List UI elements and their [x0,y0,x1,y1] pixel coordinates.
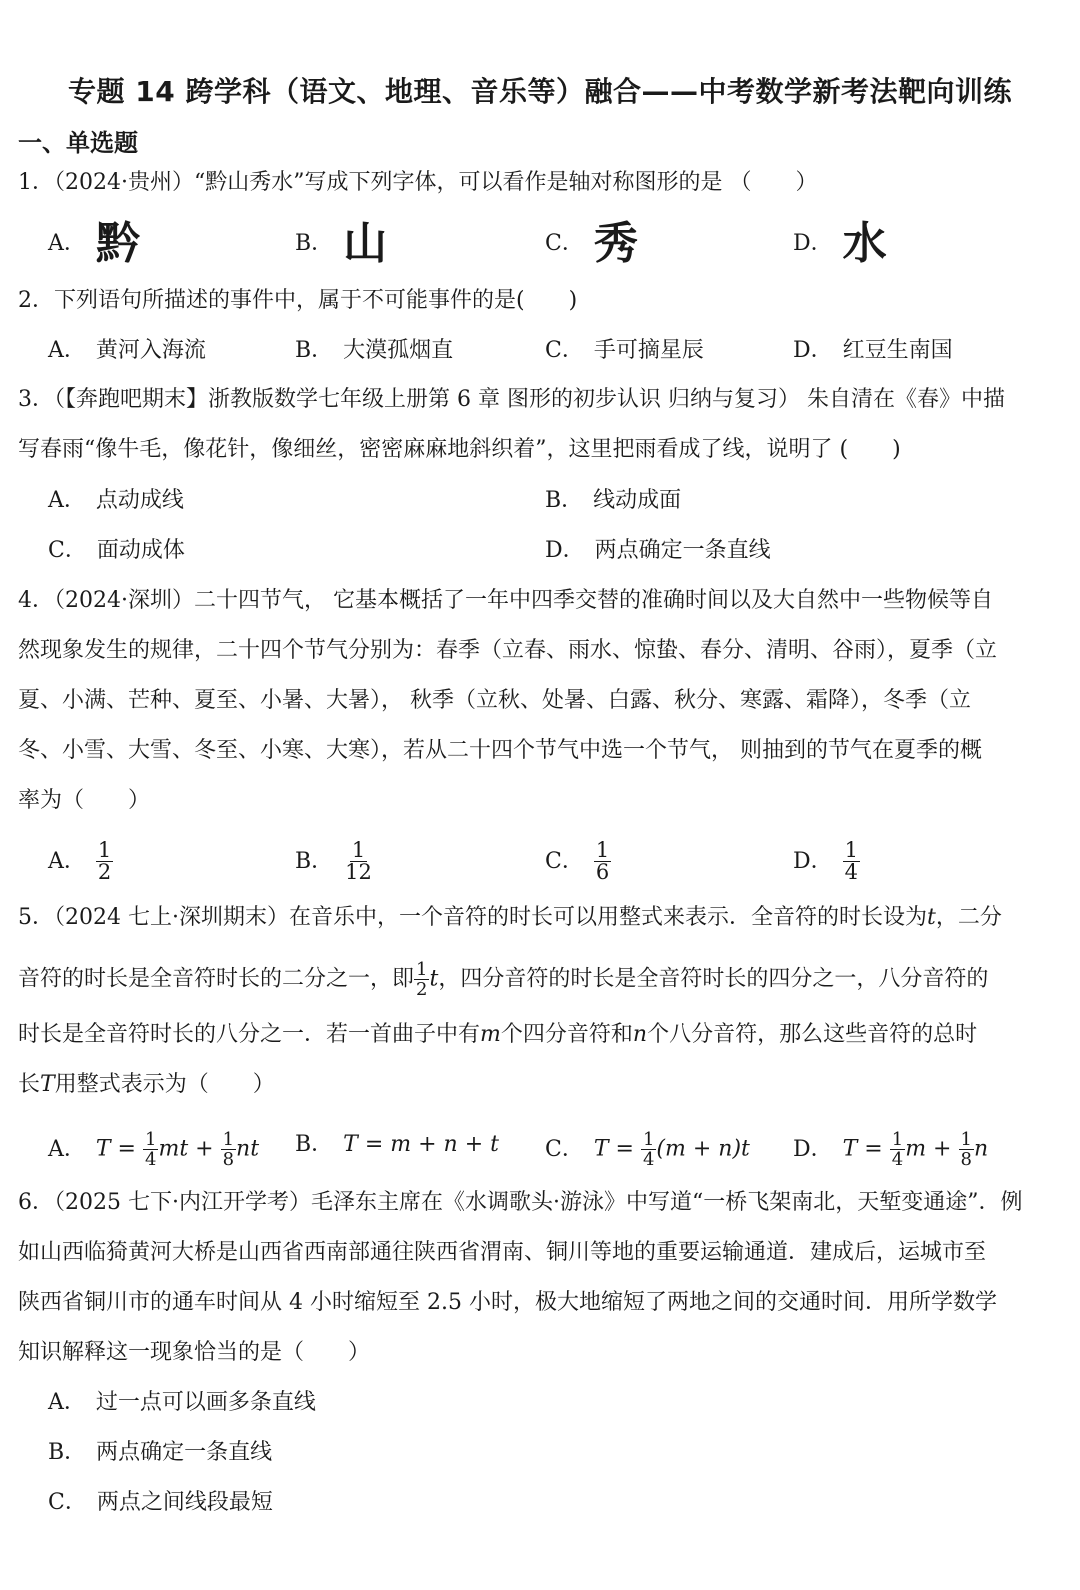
q4-stem-line-5: 率为（ ） [18,788,151,813]
q3-option-c[interactable]: C． 面动成体 [48,538,185,563]
q6-option-c[interactable]: C． 两点之间线段最短 [48,1490,273,1515]
q5-stem-line-1: 5．（2024 七上·深圳期末）在音乐中，一个音符的时长可以用整式来表示．全音符的时长设为t，二分 [18,905,1002,930]
q5-stem-line-2: 音符的时长是全音符时长的二分之一，即 $\frac{1}{2}$ t，四分音符的时长是全音符时长的四分之一，八分音符的 [18,959,989,1000]
glyph-shui: 水 [842,218,885,269]
q3-option-a[interactable]: A． 点动成线 [48,488,184,513]
q1-option-a[interactable]: A． 黔 [48,218,138,269]
q1-option-b[interactable]: B． 山 [295,218,386,269]
fraction: $\frac{1}{4}$ [844,838,859,884]
fraction: $\frac{1}{2}$ [97,838,112,884]
q2-option-c[interactable]: C． 手可摘星辰 [545,338,704,363]
q3-option-b[interactable]: B． 线动成面 [545,488,682,513]
section-heading: 一、单选题 [18,129,138,157]
q6-option-a[interactable]: A． 过一点可以画多条直线 [48,1390,316,1415]
q3-stem-line-1: 3．（【奔跑吧期末】浙教版数学七年级上册第 6 章 图形的初步认识 归纳与复习） 朱自清在《春》中描 [18,387,1005,412]
q5-option-b[interactable]: B． T = m + n + t [295,1132,499,1157]
page-title: 专题 14 跨学科（语文、地理、音乐等）融合——中考数学新考法靶向训练 [68,75,1012,108]
fraction: $\frac{1}{4}$ [145,1129,157,1170]
fraction: $\frac{1}{12}$ [345,838,372,884]
fraction: $\frac{1}{4}$ [642,1129,655,1170]
q6-stem-line-3: 陕西省铜川市的通车时间从 4 小时缩短至 2.5 小时，极大地缩短了两地之间的交通时间．用所学数学 [18,1290,997,1315]
q6-stem-line-2: 如山西临猗黄河大桥是山西省西南部通往陕西省渭南、铜川等地的重要运输通道．建成后，运城市至 [18,1240,987,1265]
q3-option-d[interactable]: D． 两点确定一条直线 [545,538,771,563]
q2-option-b[interactable]: B． 大漠孤烟直 [295,338,454,363]
q1-stem: 1．（2024·贵州）“黔山秀水”写成下列字体，可以看作是轴对称图形的是 （ ） [18,170,818,195]
q4-stem-line-1: 4．（2024·深圳）二十四节气， 它基本概括了一年中四季交替的准确时间以及大自然中一些物候等自 [18,588,993,613]
q4-stem-line-3: 夏、小满、芒种、夏至、小暑、大暑）， 秋季（立秋、处暑、白露、秋分、寒露、霜降），冬季（立 [18,688,971,713]
fraction: $\frac{1}{8}$ [222,1129,235,1170]
q4-option-d[interactable]: D． $\frac{1}{4}$ [793,838,859,884]
q2-stem: 2．下列语句所描述的事件中，属于不可能事件的是( ) [18,288,578,313]
glyph-shan: 山 [343,218,386,269]
fraction: $\frac{1}{4}$ [891,1129,904,1170]
q2-option-a[interactable]: A． 黄河入海流 [48,338,206,363]
q5-option-c[interactable]: C． T = $\frac{1}{4}$ (m + n)t [545,1129,750,1170]
q4-stem-line-2: 然现象发生的规律，二十四个节气分别为：春季（立春、雨水、惊蛰、春分、清明、谷雨），夏季（立 [18,638,998,663]
fraction: $\frac{1}{2}$ [416,959,428,1000]
glyph-qian: 黔 [95,218,138,269]
q5-stem-line-4: 长T用整式表示为（ ） [18,1072,275,1097]
q1-option-c[interactable]: C． 秀 [545,218,636,269]
fraction: $\frac{1}{6}$ [595,838,610,884]
q6-stem-line-4: 知识解释这一现象恰当的是（ ） [18,1340,371,1365]
fraction: $\frac{1}{8}$ [960,1129,972,1170]
q3-stem-line-2: 写春雨“像牛毛，像花针，像细丝，密密麻麻地斜织着”，这里把雨看成了线，说明了 ( ) [18,437,901,462]
q6-option-b[interactable]: B． 两点确定一条直线 [48,1440,273,1465]
q6-stem-line-1: 6．（2025 七下·内江开学考）毛泽东主席在《水调歌头·游泳》中写道“一桥飞架南北，天堑变通途”．例 [18,1190,1023,1215]
q5-stem-line-3: 时长是全音符时长的八分之一．若一首曲子中有m个四分音符和n个八分音符，那么这些音符的总时 [18,1022,978,1047]
q1-option-d[interactable]: D． 水 [793,218,885,269]
q5-option-a[interactable]: A． T = $\frac{1}{4}$ mt + $\frac{1}{8}$ nt [48,1129,260,1170]
q2-option-d[interactable]: D． 红豆生南国 [793,338,953,363]
q4-stem-line-4: 冬、小雪、大雪、冬至、小寒、大寒），若从二十四个节气中选一个节气， 则抽到的节气在夏季的概 [18,738,982,763]
glyph-xiu: 秀 [593,218,636,269]
q4-option-c[interactable]: C． $\frac{1}{6}$ [545,838,610,884]
q4-option-a[interactable]: A． $\frac{1}{2}$ [48,838,112,884]
q5-option-d[interactable]: D． T = $\frac{1}{4}$ m + $\frac{1}{8}$ n [793,1129,989,1170]
q4-option-b[interactable]: B． $\frac{1}{12}$ [295,838,372,884]
